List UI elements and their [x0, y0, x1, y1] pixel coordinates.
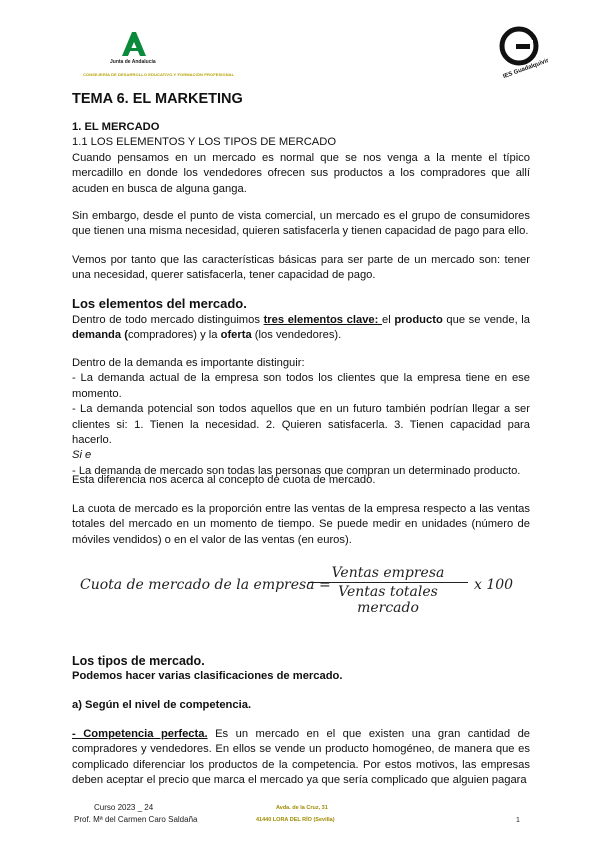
footer-course: Curso 2023 _ 24	[94, 803, 154, 812]
formula-multiplier: x 100	[474, 577, 514, 593]
page-title: TEMA 6. EL MARKETING	[72, 91, 243, 107]
footer-address-line1: Avda. de la Cruz, 31	[276, 805, 328, 811]
section-heading: Los tipos de mercado.	[72, 654, 205, 668]
footer-address-line2: 41440 LORA DEL RÍO (Sevilla)	[256, 817, 335, 823]
school-name: IES Guadalquivir	[502, 57, 550, 81]
institution-name: Junta de Andalucía	[110, 59, 156, 65]
demand-list	[72, 356, 530, 479]
paragraph: - Competencia perfecta. Es un mercado en el que existen una gran cantidad de compradores y vendedores. En ellos se vende un producto homogéneo, de manera que es complicado diferenciar los productos de la competencia. Por estos motivos, las empresas deben aceptar el precio que marca el mercado ya que sería complicado que alguien pagara	[72, 728, 531, 787]
section-heading: Los elementos del mercado.	[72, 296, 247, 311]
section-heading: 1. EL MERCADO	[72, 121, 160, 133]
school-logo	[494, 26, 550, 82]
stray-text: Si e	[72, 449, 92, 462]
formula-denominator: Ventas totales mercado	[338, 584, 438, 616]
subsection-heading: 1.1 LOS ELEMENTOS Y LOS TIPOS DE MERCADO	[72, 136, 337, 149]
department-name: CONSEJERÍA DE DESARROLLO EDUCATIVO Y FORMACIÓN PROFESIONAL	[83, 72, 235, 77]
list-item: - La demanda potencial son todos aquellos que en un futuro también podrían llegar a ser clientes si: 1. Tienen la necesidad. 2. Quieren satisfacerla. 3. Tienen capacidad para hacerlo.	[72, 403, 530, 447]
paragraph: Esta diferencia nos acerca al concepto de cuota de mercado.	[72, 474, 376, 486]
paragraph: Sin embargo, desde el punto de vista comercial, un mercado es el grupo de consumidores que tienen una misma necesidad, quieren satisfacerla y tienen capacidad de pago para ello.	[72, 210, 530, 238]
junta-emblem-icon	[120, 30, 148, 58]
subheading: a) Según el nivel de competencia.	[72, 699, 252, 711]
formula-lhs: Cuota de mercado de la empresa =	[80, 577, 331, 593]
list-item: - La demanda de mercado son todas las personas que compran un determinado producto.	[72, 464, 521, 477]
paragraph: Dentro de la demanda es importante distinguir:	[72, 357, 305, 369]
subheading: Podemos hacer varias clasificaciones de mercado.	[72, 670, 343, 682]
formula-fraction	[308, 565, 468, 616]
paragraph: Cuando pensamos en un mercado es normal que se nos venga a la mente el típico mercadillo en donde los vendedores ofrecen sus productos a los compradores que allí acuden en busca de alguna ganga.	[72, 151, 530, 195]
footer-teacher: Prof. Mª del Carmen Caro Saldaña	[74, 815, 198, 824]
term-label: - Competencia perfecta.	[72, 728, 208, 740]
market-share-formula	[80, 565, 530, 616]
paragraph: Dentro de todo mercado distinguimos tres elementos clave: el producto que se vende, la demanda (compradores) y la oferta (los vendedores).	[72, 314, 531, 342]
paragraph: Vemos por tanto que las características básicas para ser parte de un mercado son: tener una necesidad, querer satisfacerla, tener capacidad de pago.	[72, 254, 530, 282]
list-item: - La demanda actual de la empresa son todos los clientes que la empresa tiene en ese momento.	[72, 372, 530, 400]
paragraph: La cuota de mercado es la proporción entre las ventas de la empresa respecto a las ventas totales del mercado en un momento de tiempo. Se puede medir en unidades (número de móviles vendidos) o en el valor de las ventas (en euros).	[72, 503, 530, 546]
formula-numerator: Ventas empresa	[308, 565, 468, 583]
junta-andalucia-logo	[83, 30, 268, 80]
page-number: 1	[516, 817, 520, 824]
